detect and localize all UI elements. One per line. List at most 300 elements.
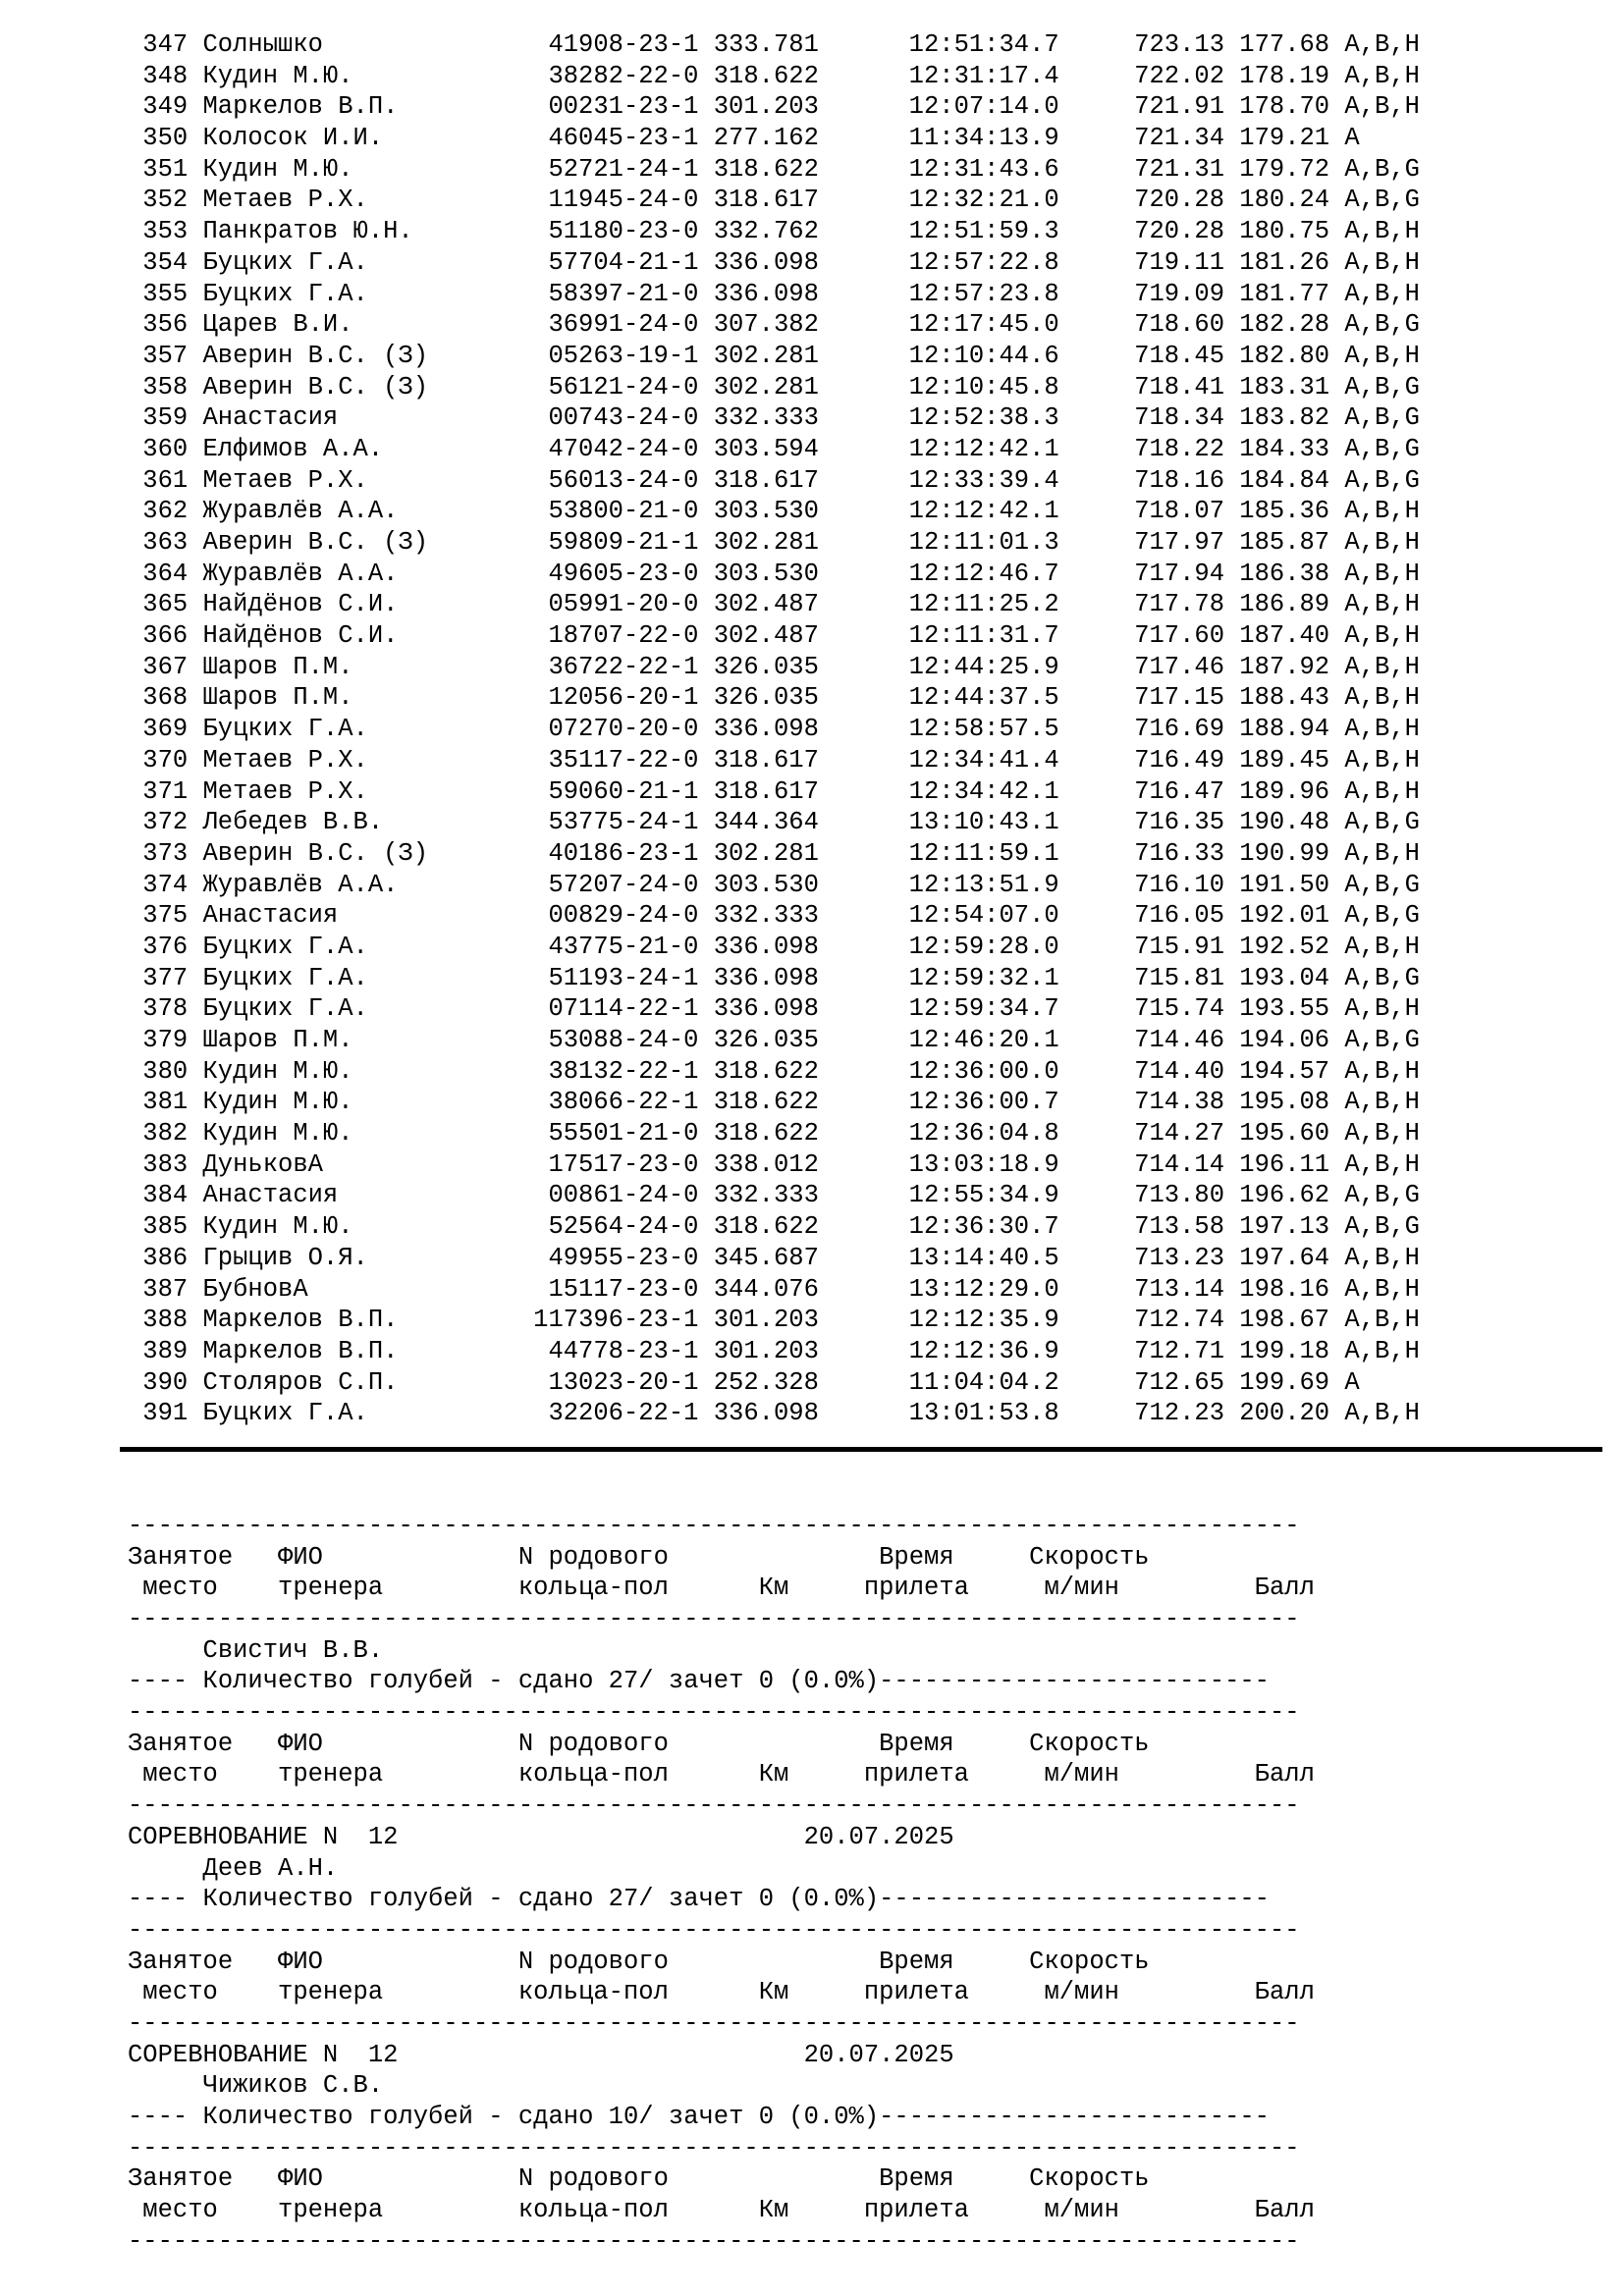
categories-cell: A,B,H (1344, 1306, 1420, 1335)
score-cell: 179.21 (1239, 124, 1330, 153)
score-cell: 190.48 (1239, 808, 1330, 837)
distance-km-cell: 318.617 (713, 465, 819, 495)
distance-km-cell: 301.203 (713, 1306, 819, 1335)
result-row (128, 1149, 1624, 1181)
distance-km-cell: 332.333 (713, 901, 819, 931)
arrival-time-cell: 12:13:51.9 (908, 870, 1059, 899)
ring-number-cell: 05991-20-0 (548, 590, 699, 619)
score-cell: 196.11 (1239, 1149, 1330, 1179)
categories-cell: A,B,H (1344, 652, 1420, 681)
rank-cell: 386 (142, 1243, 189, 1272)
arrival-time-cell: 12:12:42.1 (908, 434, 1059, 463)
result-row (128, 1305, 1624, 1336)
ring-number-cell: 38066-22-1 (548, 1088, 699, 1117)
trainer-name-cell: Буцких Г.А. (202, 279, 368, 308)
distance-km-cell: 302.281 (713, 528, 819, 557)
result-row (128, 1274, 1624, 1306)
score-cell: 196.62 (1239, 1181, 1330, 1210)
arrival-time-cell: 13:10:43.1 (908, 808, 1059, 837)
result-row (128, 870, 1624, 901)
score-cell: 189.96 (1239, 776, 1330, 806)
categories-cell: A,B,H (1344, 92, 1420, 122)
arrival-time-cell: 12:58:57.5 (908, 715, 1059, 744)
ring-number-cell: 56013-24-0 (548, 465, 699, 495)
result-row (128, 900, 1624, 932)
summary-section (0, 1511, 1624, 2258)
result-row (128, 279, 1624, 310)
arrival-time-cell: 12:33:39.4 (908, 465, 1059, 495)
distance-km-cell: 336.098 (713, 994, 819, 1024)
rank-cell: 359 (142, 403, 189, 433)
score-cell: 200.20 (1239, 1399, 1330, 1428)
distance-km-cell: 302.487 (713, 590, 819, 619)
result-row (128, 309, 1624, 341)
distance-km-cell: 302.281 (713, 341, 819, 370)
trainer-name-cell: Маркелов В.П. (202, 1336, 399, 1365)
distance-km-cell: 332.762 (713, 217, 819, 246)
score-cell: 186.89 (1239, 590, 1330, 619)
ring-number-cell: 17517-23-0 (548, 1149, 699, 1179)
score-cell: 193.55 (1239, 994, 1330, 1024)
speed-cell: 721.91 (1134, 92, 1225, 122)
ring-number-cell: 35117-22-0 (548, 745, 699, 774)
trainer-name-cell: Аверин В.С. (З) (202, 838, 429, 868)
distance-km-cell: 303.530 (713, 870, 819, 899)
score-cell: 199.69 (1239, 1367, 1330, 1397)
result-row (128, 620, 1624, 652)
arrival-time-cell: 12:12:42.1 (908, 497, 1059, 526)
arrival-time-cell: 12:11:01.3 (908, 528, 1059, 557)
score-cell: 187.40 (1239, 621, 1330, 651)
categories-cell: A,B,G (1344, 1181, 1420, 1210)
ring-number-cell: 55501-21-0 (548, 1119, 699, 1148)
distance-km-cell: 338.012 (713, 1149, 819, 1179)
speed-cell: 713.14 (1134, 1274, 1225, 1304)
result-row (128, 154, 1624, 186)
trainer-name-cell: Буцких Г.А. (202, 247, 368, 277)
trainer-name-cell: Аверин В.С. (З) (202, 341, 429, 370)
trainer-name-cell: Журавлёв А.А. (202, 497, 399, 526)
speed-cell: 714.38 (1134, 1088, 1225, 1117)
rank-cell: 350 (142, 124, 189, 153)
ring-number-cell: 36991-24-0 (548, 310, 699, 340)
ring-number-cell: 46045-23-1 (548, 124, 699, 153)
speed-cell: 716.05 (1134, 901, 1225, 931)
result-row (128, 1243, 1624, 1274)
trainer-name-cell: БубновА (202, 1274, 308, 1304)
arrival-time-cell: 12:44:37.5 (908, 683, 1059, 713)
speed-cell: 713.23 (1134, 1243, 1225, 1272)
ring-number-cell: 53775-24-1 (548, 808, 699, 837)
score-cell: 181.26 (1239, 247, 1330, 277)
separator-line: ------------------------------------------------------------------------------ (128, 2226, 1300, 2256)
arrival-time-cell: 12:51:34.7 (908, 30, 1059, 59)
ring-number-cell: 51180-23-0 (548, 217, 699, 246)
categories-cell: A,B,G (1344, 403, 1420, 433)
result-row (128, 91, 1624, 123)
categories-cell: A,B,H (1344, 1274, 1420, 1304)
rank-cell: 389 (142, 1336, 189, 1365)
ring-number-cell: 53800-21-0 (548, 497, 699, 526)
score-cell: 192.01 (1239, 901, 1330, 931)
rank-cell: 383 (142, 1149, 189, 1179)
score-cell: 182.28 (1239, 310, 1330, 340)
trainer-name-cell: Найдёнов С.И. (202, 621, 399, 651)
trainer-name-cell: ДуньковА (202, 1149, 323, 1179)
distance-km-cell: 332.333 (713, 1181, 819, 1210)
rank-cell: 375 (142, 901, 189, 931)
trainer-name-cell: Кудин М.Ю. (202, 61, 353, 90)
score-cell: 198.16 (1239, 1274, 1330, 1304)
ring-number-cell: 43775-21-0 (548, 932, 699, 961)
ring-number-cell: 59809-21-1 (548, 528, 699, 557)
speed-cell: 722.02 (1134, 61, 1225, 90)
result-row (128, 247, 1624, 279)
result-row (128, 652, 1624, 683)
result-row (128, 185, 1624, 216)
speed-cell: 718.16 (1134, 465, 1225, 495)
rank-cell: 377 (142, 963, 189, 992)
rank-cell: 352 (142, 186, 189, 215)
score-cell: 178.19 (1239, 61, 1330, 90)
speed-cell: 721.34 (1134, 124, 1225, 153)
rank-cell: 374 (142, 870, 189, 899)
trainer-name-cell: Кудин М.Ю. (202, 1119, 353, 1148)
categories-cell: A,B,H (1344, 683, 1420, 713)
score-cell: 192.52 (1239, 932, 1330, 961)
distance-km-cell: 301.203 (713, 1336, 819, 1365)
categories-cell: A,B,H (1344, 590, 1420, 619)
rank-cell: 380 (142, 1056, 189, 1086)
competition-title-line: СОРЕВНОВАНИЕ N 12 20.07.2025 (128, 2040, 954, 2069)
categories-cell: A,B,H (1344, 61, 1420, 90)
result-row (128, 1367, 1624, 1399)
arrival-time-cell: 13:03:18.9 (908, 1149, 1059, 1179)
results-header-row2: место тренера кольца-пол Км прилета м/мин Балл (128, 1978, 1315, 2007)
result-row (128, 745, 1624, 776)
arrival-time-cell: 12:44:25.9 (908, 652, 1059, 681)
arrival-time-cell: 12:34:41.4 (908, 745, 1059, 774)
arrival-time-cell: 12:31:17.4 (908, 61, 1059, 90)
ring-number-cell: 41908-23-1 (548, 30, 699, 59)
trainer-name-cell: Буцких Г.А. (202, 994, 368, 1024)
speed-cell: 716.33 (1134, 838, 1225, 868)
trainer-name-cell: Найдёнов С.И. (202, 590, 399, 619)
ring-number-cell: 07270-20-0 (548, 715, 699, 744)
categories-cell: A,B,G (1344, 870, 1420, 899)
result-row (128, 1211, 1624, 1243)
trainer-name-cell: Елфимов А.А. (202, 434, 384, 463)
categories-cell: A (1344, 124, 1360, 153)
trainer-name-cell: Шаров П.М. (202, 1026, 353, 1054)
arrival-time-cell: 12:10:44.6 (908, 341, 1059, 370)
arrival-time-cell: 12:31:43.6 (908, 154, 1059, 184)
arrival-time-cell: 12:32:21.0 (908, 186, 1059, 215)
result-row (128, 29, 1624, 61)
categories-cell: A,B,H (1344, 621, 1420, 651)
categories-cell: A,B,G (1344, 1212, 1420, 1242)
arrival-time-cell: 12:12:35.9 (908, 1306, 1059, 1335)
rank-cell: 391 (142, 1399, 189, 1428)
speed-cell: 717.78 (1134, 590, 1225, 619)
result-row (128, 963, 1624, 994)
ring-number-cell: 49955-23-0 (548, 1243, 699, 1272)
trainer-name-line: Деев А.Н. (128, 1853, 339, 1883)
ring-number-cell: 00743-24-0 (548, 403, 699, 433)
distance-km-cell: 252.328 (713, 1367, 819, 1397)
result-row (128, 496, 1624, 527)
trainer-name-cell: Шаров П.М. (202, 652, 353, 681)
rank-cell: 366 (142, 621, 189, 651)
speed-cell: 712.74 (1134, 1306, 1225, 1335)
results-header-row1: Занятое ФИО N родового Время Скорость (128, 1947, 1150, 1976)
distance-km-cell: 318.622 (713, 1088, 819, 1117)
rank-cell: 381 (142, 1088, 189, 1117)
distance-km-cell: 336.098 (713, 247, 819, 277)
result-row (128, 1398, 1624, 1429)
result-row (128, 1118, 1624, 1149)
distance-km-cell: 344.364 (713, 808, 819, 837)
rank-cell: 382 (142, 1119, 189, 1148)
trainer-name-line: Чижиков С.В. (128, 2071, 384, 2101)
rank-cell: 378 (142, 994, 189, 1024)
distance-km-cell: 318.617 (713, 776, 819, 806)
speed-cell: 716.35 (1134, 808, 1225, 837)
distance-km-cell: 303.530 (713, 497, 819, 526)
arrival-time-cell: 11:04:04.2 (908, 1367, 1059, 1397)
ring-number-cell: 53088-24-0 (548, 1026, 699, 1054)
arrival-time-cell: 12:51:59.3 (908, 217, 1059, 246)
trainer-name-cell: Буцких Г.А. (202, 932, 368, 961)
speed-cell: 712.65 (1134, 1367, 1225, 1397)
score-cell: 188.43 (1239, 683, 1330, 713)
categories-cell: A (1344, 1367, 1360, 1397)
speed-cell: 712.23 (1134, 1399, 1225, 1428)
distance-km-cell: 302.487 (713, 621, 819, 651)
score-cell: 197.13 (1239, 1212, 1330, 1242)
trainer-name-cell: Кудин М.Ю. (202, 1088, 353, 1117)
trainer-name-cell: Метаев Р.Х. (202, 776, 368, 806)
speed-cell: 713.58 (1134, 1212, 1225, 1242)
ring-number-cell: 117396-23-1 (533, 1306, 699, 1335)
arrival-time-cell: 12:11:59.1 (908, 838, 1059, 868)
score-cell: 195.08 (1239, 1088, 1330, 1117)
distance-km-cell: 318.622 (713, 1056, 819, 1086)
categories-cell: A,B,H (1344, 1119, 1420, 1148)
speed-cell: 718.07 (1134, 497, 1225, 526)
result-row (128, 216, 1624, 247)
trainer-name-cell: Метаев Р.Х. (202, 745, 368, 774)
speed-cell: 716.69 (1134, 715, 1225, 744)
categories-cell: A,B,G (1344, 808, 1420, 837)
arrival-time-cell: 12:17:45.0 (908, 310, 1059, 340)
trainer-name-cell: Метаев Р.Х. (202, 186, 368, 215)
result-row (128, 1025, 1624, 1056)
rank-cell: 361 (142, 465, 189, 495)
arrival-time-cell: 13:12:29.0 (908, 1274, 1059, 1304)
ring-number-cell: 56121-24-0 (548, 372, 699, 401)
speed-cell: 714.14 (1134, 1149, 1225, 1179)
arrival-time-cell: 11:34:13.9 (908, 124, 1059, 153)
trainer-name-cell: Журавлёв А.А. (202, 870, 399, 899)
separator-line: ------------------------------------------------------------------------------ (128, 2008, 1300, 2038)
trainer-name-cell: Анастасия (202, 1181, 339, 1210)
pigeon-count-line: ---- Количество голубей - сдано 10/ зачет 0 (0.0%)-------------------------- (128, 2103, 1270, 2131)
speed-cell: 717.15 (1134, 683, 1225, 713)
categories-cell: A,B,G (1344, 154, 1420, 184)
speed-cell: 712.71 (1134, 1336, 1225, 1365)
result-row (128, 402, 1624, 434)
rank-cell: 357 (142, 341, 189, 370)
rank-cell: 373 (142, 838, 189, 868)
arrival-time-cell: 12:52:38.3 (908, 403, 1059, 433)
speed-cell: 718.45 (1134, 341, 1225, 370)
ring-number-cell: 12056-20-1 (548, 683, 699, 713)
trainer-name-cell: Маркелов В.П. (202, 92, 399, 122)
arrival-time-cell: 12:11:31.7 (908, 621, 1059, 651)
arrival-time-cell: 12:54:07.0 (908, 901, 1059, 931)
rank-cell: 354 (142, 247, 189, 277)
score-cell: 199.18 (1239, 1336, 1330, 1365)
rank-cell: 351 (142, 154, 189, 184)
trainer-name-line: Свистич В.В. (128, 1635, 384, 1665)
trainer-name-cell: Кудин М.Ю. (202, 1056, 353, 1086)
speed-cell: 715.74 (1134, 994, 1225, 1024)
speed-cell: 721.31 (1134, 154, 1225, 184)
speed-cell: 716.49 (1134, 745, 1225, 774)
ring-number-cell: 00861-24-0 (548, 1181, 699, 1210)
score-cell: 185.36 (1239, 497, 1330, 526)
arrival-time-cell: 12:10:45.8 (908, 372, 1059, 401)
speed-cell: 717.46 (1134, 652, 1225, 681)
speed-cell: 717.97 (1134, 528, 1225, 557)
result-row (128, 61, 1624, 92)
categories-cell: A,B,G (1344, 310, 1420, 340)
trainer-name-cell: Аверин В.С. (З) (202, 372, 429, 401)
table-bottom-rule (120, 1447, 1602, 1452)
trainer-name-cell: Шаров П.М. (202, 683, 353, 713)
separator-line: ------------------------------------------------------------------------------ (128, 1915, 1300, 1945)
categories-cell: A,B,H (1344, 497, 1420, 526)
distance-km-cell: 332.333 (713, 403, 819, 433)
distance-km-cell: 301.203 (713, 92, 819, 122)
result-row (128, 559, 1624, 590)
ring-number-cell: 00231-23-1 (548, 92, 699, 122)
speed-cell: 716.10 (1134, 870, 1225, 899)
categories-cell: A,B,G (1344, 186, 1420, 215)
speed-cell: 715.91 (1134, 932, 1225, 961)
score-cell: 183.82 (1239, 403, 1330, 433)
ring-number-cell: 11945-24-0 (548, 186, 699, 215)
categories-cell: A,B,H (1344, 838, 1420, 868)
speed-cell: 717.94 (1134, 559, 1225, 588)
rank-cell: 347 (142, 30, 189, 59)
ring-number-cell: 52721-24-1 (548, 154, 699, 184)
trainer-name-cell: Лебедев В.В. (202, 808, 384, 837)
result-row (128, 714, 1624, 745)
speed-cell: 715.81 (1134, 963, 1225, 992)
ring-number-cell: 32206-22-1 (548, 1399, 699, 1428)
score-cell: 177.68 (1239, 30, 1330, 59)
score-cell: 197.64 (1239, 1243, 1330, 1272)
result-row (128, 993, 1624, 1025)
categories-cell: A,B,H (1344, 1088, 1420, 1117)
ring-number-cell: 57207-24-0 (548, 870, 699, 899)
distance-km-cell: 318.622 (713, 154, 819, 184)
score-cell: 190.99 (1239, 838, 1330, 868)
speed-cell: 714.27 (1134, 1119, 1225, 1148)
distance-km-cell: 336.098 (713, 715, 819, 744)
trainer-name-cell: Грыцив О.Я. (202, 1243, 368, 1272)
results-header-row2: место тренера кольца-пол Км прилета м/мин Балл (128, 1760, 1315, 1789)
rank-cell: 385 (142, 1212, 189, 1242)
distance-km-cell: 303.530 (713, 559, 819, 588)
result-row (128, 589, 1624, 620)
ring-number-cell: 15117-23-0 (548, 1274, 699, 1304)
separator-line: ------------------------------------------------------------------------------ (128, 1791, 1300, 1821)
categories-cell: A,B,H (1344, 1149, 1420, 1179)
arrival-time-cell: 12:59:34.7 (908, 994, 1059, 1024)
result-row (128, 776, 1624, 808)
rank-cell: 356 (142, 310, 189, 340)
result-row (128, 123, 1624, 154)
distance-km-cell: 345.687 (713, 1243, 819, 1272)
result-row (128, 341, 1624, 372)
distance-km-cell: 303.594 (713, 434, 819, 463)
score-cell: 180.24 (1239, 186, 1330, 215)
score-cell: 179.72 (1239, 154, 1330, 184)
arrival-time-cell: 12:59:32.1 (908, 963, 1059, 992)
trainer-name-cell: Журавлёв А.А. (202, 559, 399, 588)
trainer-name-cell: Царев В.И. (202, 310, 353, 340)
distance-km-cell: 333.781 (713, 30, 819, 59)
categories-cell: A,B,H (1344, 994, 1420, 1024)
categories-cell: A,B,H (1344, 715, 1420, 744)
distance-km-cell: 307.382 (713, 310, 819, 340)
score-cell: 198.67 (1239, 1306, 1330, 1335)
speed-cell: 720.28 (1134, 217, 1225, 246)
result-row (128, 1087, 1624, 1118)
trainer-name-cell: Столяров С.П. (202, 1367, 399, 1397)
distance-km-cell: 318.617 (713, 745, 819, 774)
score-cell: 194.57 (1239, 1056, 1330, 1086)
distance-km-cell: 318.622 (713, 61, 819, 90)
trainer-name-cell: Кудин М.Ю. (202, 1212, 353, 1242)
results-header-row1: Занятое ФИО N родового Время Скорость (128, 2164, 1150, 2194)
arrival-time-cell: 12:57:23.8 (908, 279, 1059, 308)
ring-number-cell: 44778-23-1 (548, 1336, 699, 1365)
score-cell: 182.80 (1239, 341, 1330, 370)
speed-cell: 719.09 (1134, 279, 1225, 308)
arrival-time-cell: 12:55:34.9 (908, 1181, 1059, 1210)
arrival-time-cell: 12:36:04.8 (908, 1119, 1059, 1148)
trainer-name-cell: Аверин В.С. (З) (202, 528, 429, 557)
categories-cell: A,B,H (1344, 932, 1420, 961)
ring-number-cell: 49605-23-0 (548, 559, 699, 588)
arrival-time-cell: 12:36:00.0 (908, 1056, 1059, 1086)
rank-cell: 379 (142, 1026, 189, 1054)
results-header-row2: место тренера кольца-пол Км прилета м/мин Балл (128, 1574, 1315, 1603)
score-cell: 181.77 (1239, 279, 1330, 308)
trainer-name-cell: Солнышко (202, 30, 323, 59)
ring-number-cell: 07114-22-1 (548, 994, 699, 1024)
score-cell: 189.45 (1239, 745, 1330, 774)
speed-cell: 718.34 (1134, 403, 1225, 433)
ring-number-cell: 40186-23-1 (548, 838, 699, 868)
ring-number-cell: 52564-24-0 (548, 1212, 699, 1242)
score-cell: 184.84 (1239, 465, 1330, 495)
score-cell: 188.94 (1239, 715, 1330, 744)
